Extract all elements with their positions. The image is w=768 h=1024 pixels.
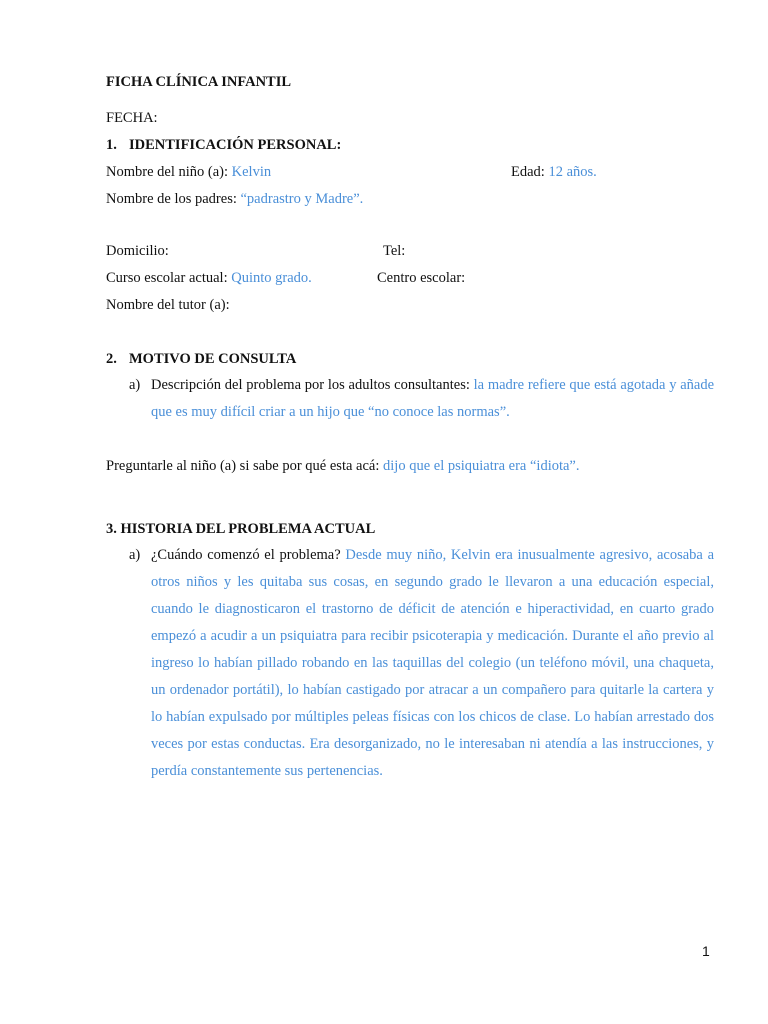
ask-child-row bbox=[106, 457, 580, 475]
section-1-number: 1. bbox=[106, 137, 117, 153]
document-title: FICHA CLÍNICA INFANTIL bbox=[106, 74, 292, 90]
parents-value: “padrastro y Madre”. bbox=[240, 191, 364, 207]
ask-child-question: Preguntarle al niño (a) si sabe por qué esta acá: bbox=[106, 458, 380, 474]
grade-value: Quinto grado. bbox=[231, 270, 312, 286]
item-a-question: Descripción del problema por los adultos consultantes: bbox=[151, 377, 470, 393]
item-a-answer: Desde muy niño, Kelvin era inusualmente agresivo, acosaba a otros niños y les quitaba sus cosas, en segundo grado le llevaron a una educación especial, cuando le diagnosticaron el trastorno de déficit de atención e hiperactividad, en cuarto grado empezó a acudir a un psiquiatra para recibir psicoterapia y medicación. Durante el año previo al ingreso lo habían pillado robando en las taquillas del colegio (un teléfono móvil, una chaqueta, un ordenador portátil), lo habían castigado por atracar a un compañero para quitarle la cartera y lo habían expulsado por múltiples peleas físicas con los chicos de clase. Lo habían arrestado dos veces por estas conductas. Era desorganizado, no le interesaban ni atendía a las instrucciones, y perdía constantemente sus pertenencias. bbox=[151, 547, 715, 779]
parents-row bbox=[106, 190, 363, 208]
item-a-marker: a) bbox=[129, 547, 141, 563]
grade-row bbox=[106, 269, 312, 287]
tutor-label: Nombre del tutor (a): bbox=[106, 297, 230, 313]
section-2-heading bbox=[106, 350, 296, 368]
child-name-row bbox=[106, 163, 271, 181]
age-label: Edad: bbox=[511, 164, 545, 180]
item-a-text bbox=[151, 542, 714, 785]
item-a-answer: la madre refiere que está agotada y añade que es muy difícil criar a un hijo que “no conoce las normas”. bbox=[151, 377, 715, 420]
child-name-value: Kelvin bbox=[231, 164, 272, 180]
section-2-number: 2. bbox=[106, 351, 117, 367]
section-2-title: MOTIVO DE CONSULTA bbox=[129, 351, 297, 367]
item-a-marker: a) bbox=[129, 377, 141, 393]
age-value: 12 años. bbox=[548, 164, 597, 180]
ask-child-answer: dijo que el psiquiatra era “idiota”. bbox=[383, 458, 580, 474]
item-a-question: ¿Cuándo comenzó el problema? bbox=[151, 547, 341, 563]
section-3-heading: 3. HISTORIA DEL PROBLEMA ACTUAL bbox=[106, 521, 376, 537]
grade-label: Curso escolar actual: bbox=[106, 270, 228, 286]
address-label: Domicilio: bbox=[106, 243, 169, 259]
phone-label: Tel: bbox=[383, 243, 406, 259]
school-label: Centro escolar: bbox=[377, 270, 466, 286]
fecha-label: FECHA: bbox=[106, 110, 158, 126]
page-number: 1 bbox=[702, 943, 710, 959]
section-1-title: IDENTIFICACIÓN PERSONAL: bbox=[129, 137, 342, 153]
child-name-label: Nombre del niño (a): bbox=[106, 164, 229, 180]
item-a-text bbox=[151, 372, 714, 426]
parents-label: Nombre de los padres: bbox=[106, 191, 237, 207]
section-1-heading bbox=[106, 136, 341, 154]
age-row bbox=[511, 163, 597, 181]
